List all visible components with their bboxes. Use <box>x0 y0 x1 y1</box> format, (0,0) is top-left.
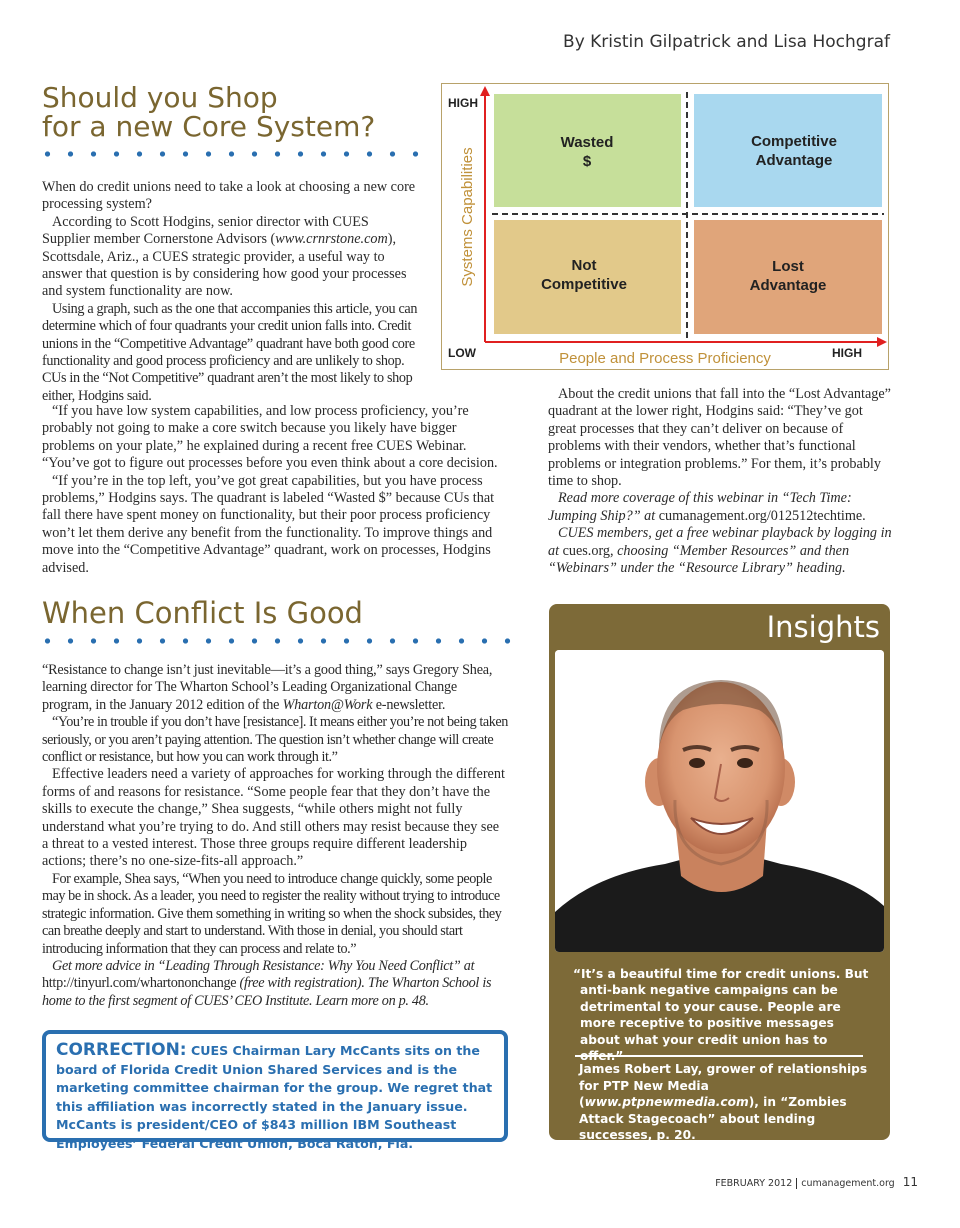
issue-date: FEBRUARY 2012 <box>715 1178 793 1189</box>
quadrant-label-top-left-2: $ <box>582 153 592 170</box>
pull-quote: “It’s a beautiful time for credit unions. But anti-bank negative campaigns can be detrimental to your cause. People are more receptive to positive messages about what your credit union has to <box>573 967 869 1047</box>
footer-site[interactable]: cumanagement.org <box>801 1178 895 1189</box>
paragraph: Effective leaders need a variety of approaches for working through the different forms of and reasons for resistance. “Some people fear that they don’t have the skills to execute the change,” Shea suggests, “while others might not fully understand what you’re trying to do. And still others may resist because they see a threat to a vested interest. Those three groups require different leadership actions; there’s no one-size-fits-all approach.” <box>42 766 505 870</box>
x-axis-high-label: HIGH <box>832 346 862 360</box>
link-text[interactable]: cumanagement.org/012512techtime. <box>658 507 866 524</box>
quote-divider <box>575 1055 863 1057</box>
link-text[interactable]: http://tinyurl.com/whartononchange <box>42 975 237 992</box>
link-text[interactable]: cues.org, <box>562 542 614 559</box>
paragraph: CUES members, get a free webinar playback by logging in at cues.org, choosing “Member Resources” and then “Webinars” under the “Resource Library” heading. <box>548 525 892 577</box>
article-title <box>42 83 375 142</box>
correction-lead: CORRECTION: <box>56 1040 187 1060</box>
footer-separator <box>796 1178 797 1189</box>
quadrant-top-right <box>694 94 882 207</box>
quadrant-label-bottom-right-2: Advantage <box>749 277 827 294</box>
x-axis-title: People and Process Proficiency <box>559 350 771 367</box>
paragraph: Get more advice in “Leading Through Resistance: Why You Need Conflict” at http://tinyurl.com/whartononchange (free with registration). The Wharton School is home to the first segment of CUES’ CEO Institute. Learn more on p. 48. <box>42 957 492 1009</box>
section-title: When Conflict Is Good <box>42 596 363 630</box>
quadrant-label-bottom-left-2: Competitive <box>541 276 627 293</box>
paragraph: “If you’re in the top left, you’ve got great capabilities, but you have process problems,” Hodgins says. The quadrant is labeled “Wasted $” because CUs that fall there have spent money on functionality, but their poor process proficiency won’t let them derive any benefit from the functionality. To improve things and move into the “Competitive Advantage” quadrant, work on processes, Hodgins advised. <box>42 472 495 576</box>
quote-attribution: James Robert Lay, grower of relationships for PTP New Media (www.ptpnewmedia.com), in “Zombies Attack Stagecoach” about lending successes, p. 20. <box>579 1062 868 1143</box>
page-footer <box>715 1175 918 1189</box>
portrait-photo <box>555 650 884 952</box>
paragraph: “You’re in trouble if you don’t have [resistance]. It means either you’re not being taken seriously, or you aren’t paying attention. The question isn’t whether change will create conflict or resistance, but how you can work through it.” <box>42 714 508 766</box>
link-text[interactable]: www.ptpnewmedia.com <box>584 1095 749 1110</box>
section-divider <box>36 637 516 645</box>
y-axis-high-label: HIGH <box>448 96 478 110</box>
article-col-left <box>42 179 420 405</box>
paragraph: When do credit unions need to take a look at choosing a new core processing system? <box>42 179 416 213</box>
quadrant-label-top-left-1: Wasted <box>560 134 614 151</box>
paragraph: Using a graph, such as the one that accompanies this article, you can determine which of four quadrants your credit union falls into. Credit unions in the “Competitive Advantage” quadrant have both good core functionality and good process proficiency and are unlikely to shop. CUs in the “Not Competitive” quadrant aren’t the most likely to shop either, Hodgins said. <box>42 300 418 404</box>
paragraph: “Resistance to change isn’t just inevitable—it’s a good thing,” says Gregory Shea, learning director for The Wharton School’s Leading Organizational Change program, in the January 2012 edition of the Wharton@Work e-newsletter. <box>42 662 493 713</box>
paragraph: About the credit unions that fall into the “Lost Advantage” quadrant at the lower right, Hodgins said: “They’ve got great processes that they can’t deliver on because of problems with their vendors, whether that’s functional problems or integration problems.” For them, it’s probably time to shop. <box>548 386 891 490</box>
paragraph: For example, Shea says, “When you need to introduce change quickly, some people may be in shock. As a leader, you need to register the reality without trying to introduce strategic information. Give them something in writing so when the shock subsides, they can breathe deeply and start to understand. With those in denial, you should start introducing information that they can process and relate to.” <box>42 870 502 957</box>
portrait-illustration <box>555 650 884 952</box>
insights-box <box>549 604 890 1143</box>
article2-body <box>42 662 508 1010</box>
title-line-1: Should you Shop <box>42 81 278 114</box>
quadrant-label-bottom-left-1: Not <box>571 257 597 274</box>
article-col-right <box>548 386 892 577</box>
paragraph: “If you have low system capabilities, and low process proficiency, you’re probably not going to make a core switch because you likely have bigger problems on your plate,” he explained during a recent free CUES Webinar. “You’ve got to figure out processes before you even think about a core decision. <box>42 403 498 472</box>
paragraph: Read more coverage of this webinar in “Tech Time: Jumping Ship?” at cumanagement.org/012512techtime. <box>548 490 866 524</box>
correction-box <box>42 1030 508 1151</box>
y-axis-arrow <box>480 86 490 96</box>
title-divider <box>36 150 431 158</box>
insights-title: Insights <box>766 610 880 644</box>
quadrant-chart-svg <box>442 84 888 369</box>
byline: By Kristin Gilpatrick and Lisa Hochgraf <box>563 32 890 52</box>
page-number: 11 <box>902 1175 918 1189</box>
quadrant-label-top-right-1: Competitive <box>751 133 837 150</box>
link-text[interactable]: www.crnrstone.com <box>275 231 388 248</box>
article-col-wide <box>42 403 508 577</box>
x-axis-arrow <box>877 337 887 347</box>
quadrant-label-top-right-2: Advantage <box>755 152 833 169</box>
paragraph: According to Scott Hodgins, senior director with CUES Supplier member Cornerstone Advisors (www.crnrstone.com), Scottsdale, Ariz., a CUES strategic provider, a useful way to answer that question is by considering how good your processes and system functionality are now. <box>42 213 407 300</box>
quadrant-chart <box>441 83 889 370</box>
y-axis-low-label: LOW <box>448 346 476 360</box>
y-axis-title: Systems Capabilities <box>459 147 476 287</box>
quadrant-label-bottom-right-1: Lost <box>772 258 804 275</box>
correction-text: CUES Chairman Lary McCants sits on the board of Florida Credit Union Shared Services and is the marketing committee chairman for the group. We regret that this affiliation was incorrectly stated in the January issue. McCants is president/CEO of $843 million IBM Southeast Employees’ Federal Credit Union, Boca Raton, Fla. <box>56 1043 493 1151</box>
title-line-2: for a new Core System? <box>42 110 376 144</box>
